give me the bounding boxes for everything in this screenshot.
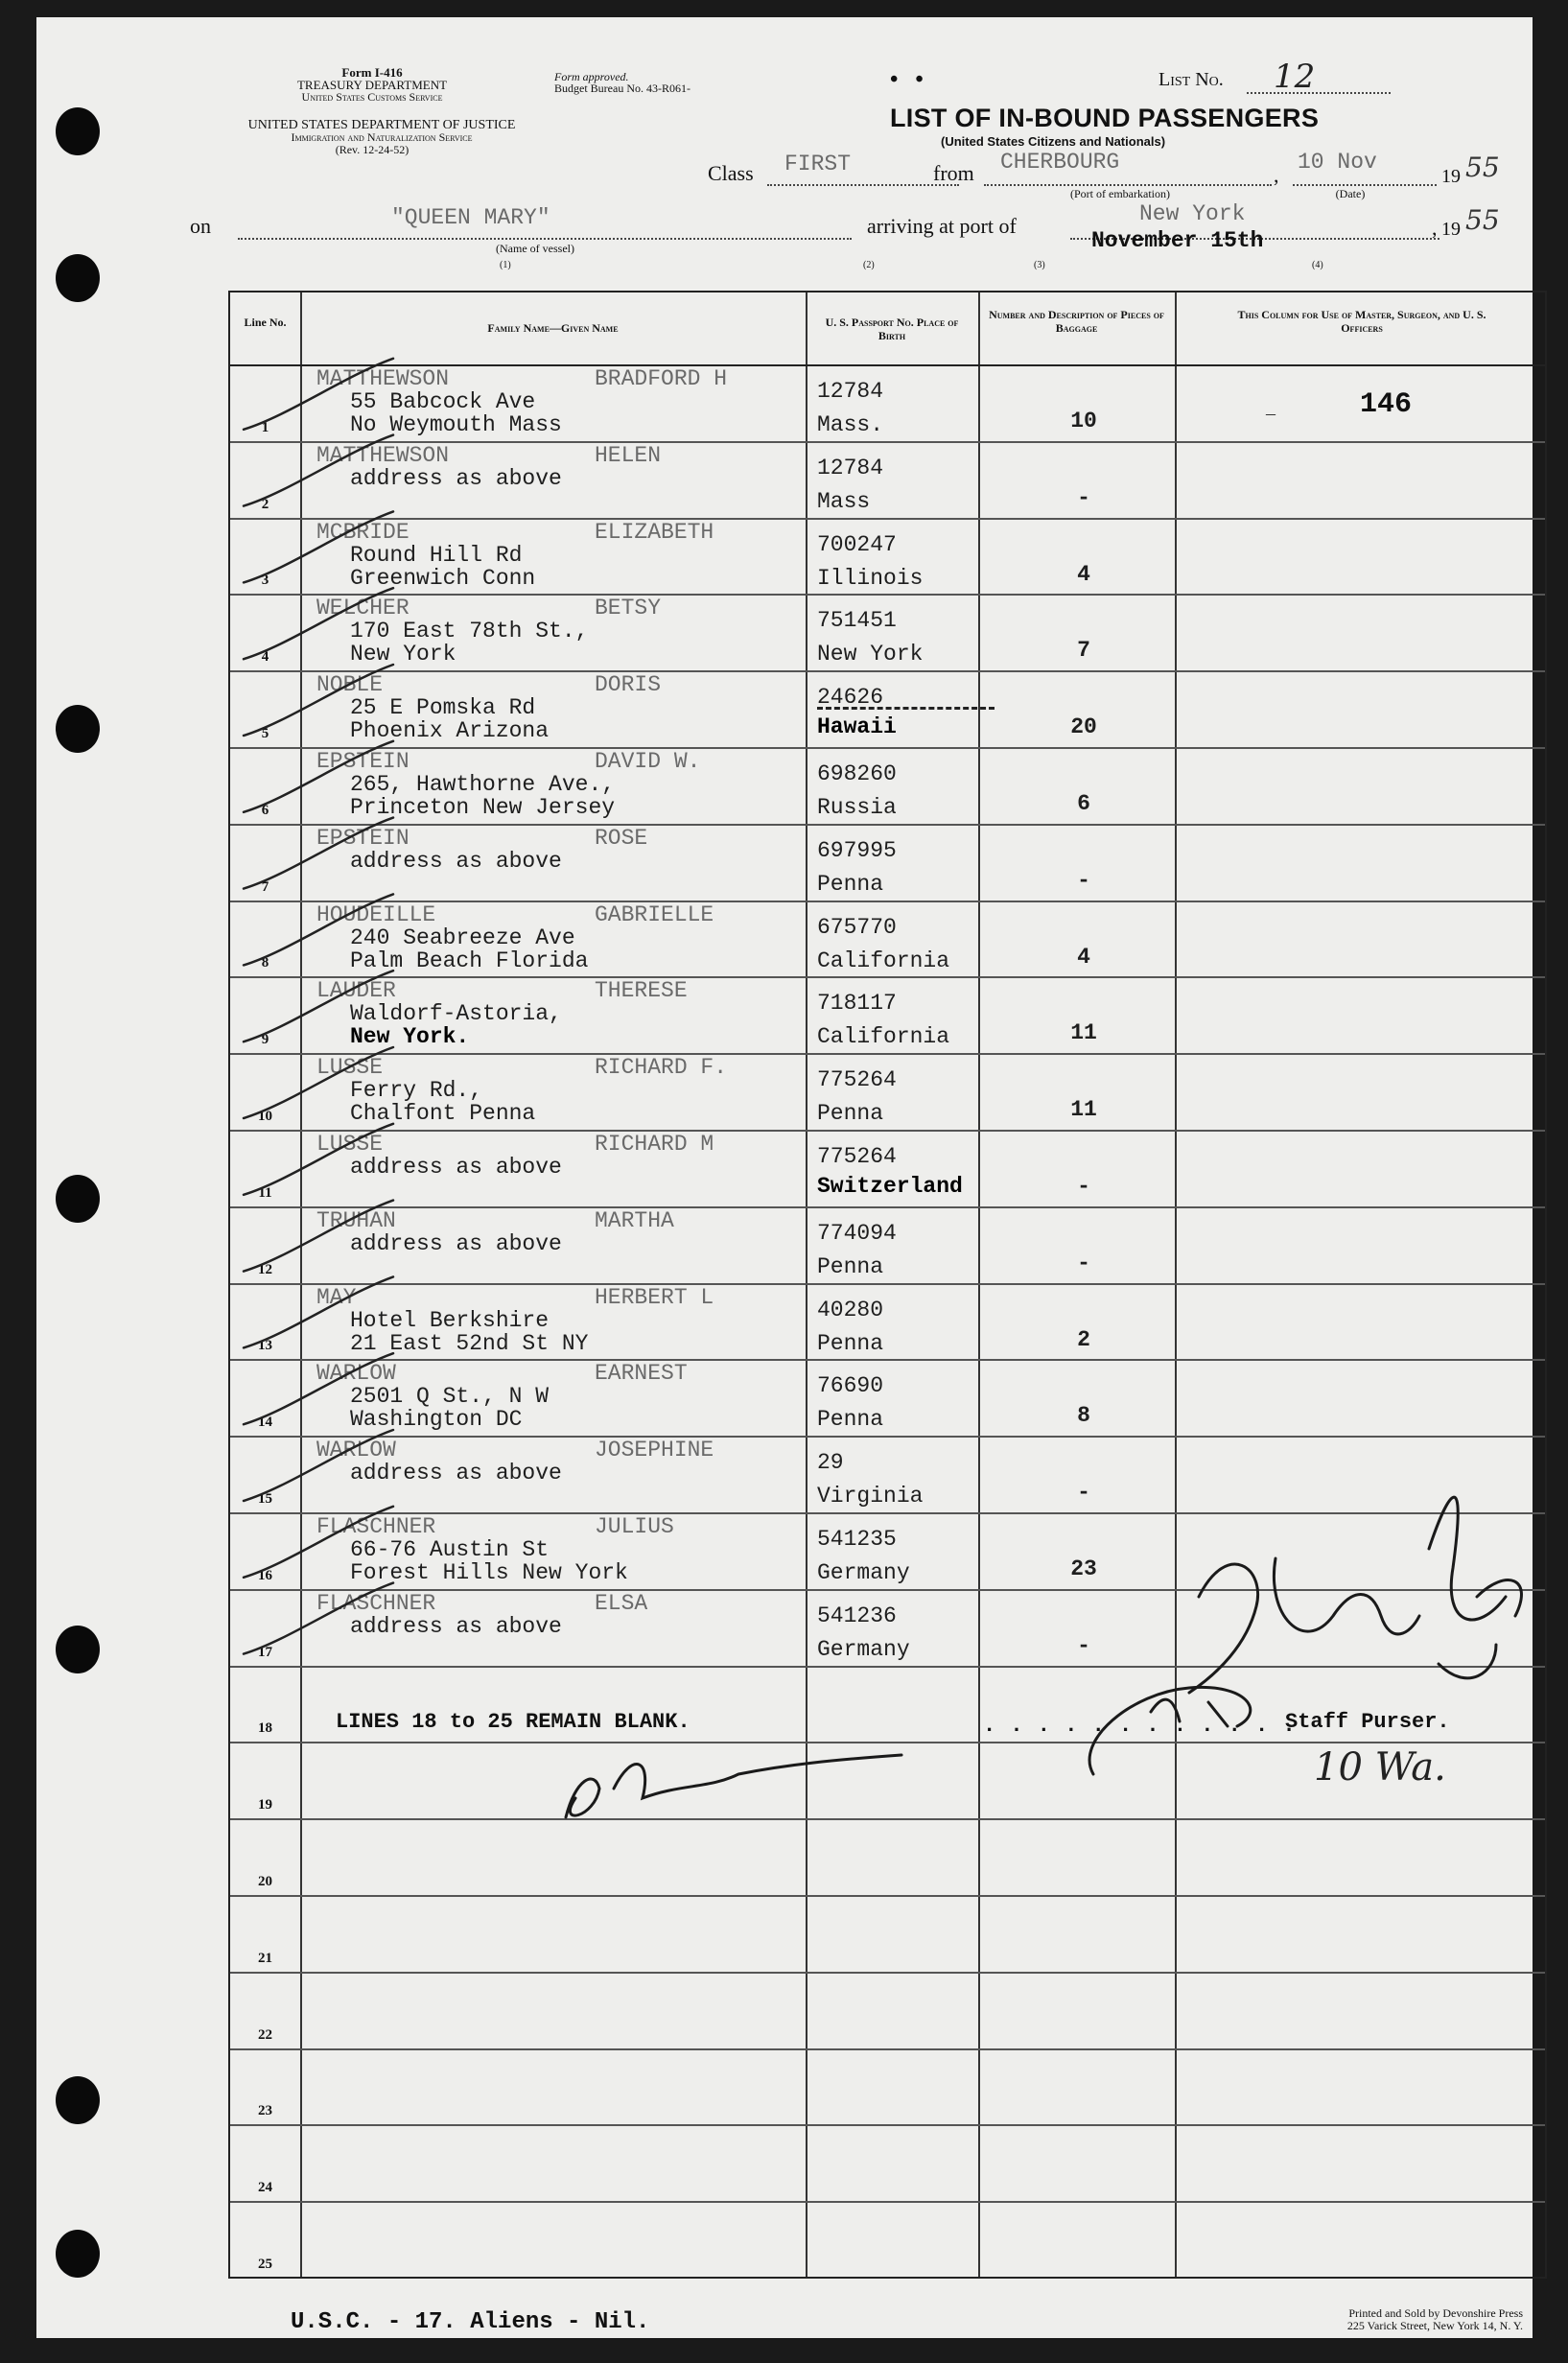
check-mark [244,971,393,1041]
address-line-2: Chalfont Penna [350,1101,536,1126]
address-line-1: 265, Hawthorne Ave., [350,772,616,797]
header-name: Family Name—Given Name [487,321,619,335]
line-number: 10 [258,1109,272,1124]
given-name: THERESE [595,978,688,1003]
given-name: BRADFORD H [595,366,728,391]
check-mark [244,1047,393,1118]
baggage-count: - [1077,1174,1090,1199]
binder-hole [56,2230,100,2278]
family-name: MATTHEWSON [316,443,450,468]
passport-number: 29 [817,1450,844,1475]
family-name: MATTHEWSON [316,366,450,391]
arriving-label: arriving at port of [867,214,1017,238]
given-name: DORIS [595,672,662,697]
passenger-table: Line No. Family Name—Given Name U. S. Passport No. Place of Birth Number and Description of Pieces of Baggage This Column for Use of Master, Surgeon, and U. S. Officers 146 – 1 2 3 4 5 6 7 8 9 10 11 12 13 14 15 16 17 18 19 20 21 22 23 24 25 MATTHEWSON BRADFORD H 55 Babcock Ave No Weymouth Mass 12784 Mass. 10 MATTHEWSON HELEN address as above 12784 Mass - MCBRIDE ELIZABETH Round Hill Rd Greenwich Conn 700247 Illinois 4 WELCHER BETSY 170 East 78th St., New York 751451 New York 7 NOBLE DORIS 25 E Pomska Rd Phoenix Arizona 24626 Hawaii 20 EPSTEIN DAVID W. 265, Hawthorne Ave., Princeton New Jersey 698260 Russia 6 EPSTEIN ROSE address as above 697995 Penna - HOUDEILLE GABRIELLE 240 Seabreeze Ave Palm Beach Florida 675770 California 4 LAUDER THERESE Waldorf-Astoria, New York. 718117 California 11 LUSSE RICHARD F. Ferry Rd., Chalfont Penna 775264 Penna 11 LUSSE RICHARD M address as above 775264 Switzerland - TRUHAN MARTHA address as above 774094 Penna - MAY HERBERT L Hotel Berkshire 21 East 52nd St NY 40280 Penna 2 WARLOW EARNEST 2501 Q St., N W Washington DC 76690 Penna 8 WARLOW JOSEPHINE address as above 29 Virginia - FLASCHNER JULIUS 66-76 Austin St Forest Hills New York 541235 Germany 23 FLASCHNER ELSA address as above 541236 Germany - LINES 18 to 25 REMAIN BLANK. . . . . . . . . . . . . Staff Purser. 10 Wa. [228,291,1547,2279]
baggage-count: 23 [1070,1556,1097,1581]
given-name: ELIZABETH [595,520,714,545]
handwritten-note: 10 Wa. [1314,1745,1446,1790]
page-subtitle: (United States Citizens and Nationals) [941,134,1166,149]
line-number: 2 [261,497,269,512]
baggage-count: 7 [1077,638,1090,663]
line-number: 5 [261,726,269,741]
given-name: RICHARD M [595,1132,714,1157]
place-of-birth: Penna [817,872,884,897]
place-of-birth: Germany [817,1637,910,1662]
passport-number: 541235 [817,1527,897,1552]
class-label: Class [708,161,754,185]
address-line-2: 21 East 52nd St NY [350,1331,589,1356]
address-line-2: New York. [350,1024,470,1049]
line-number: 20 [258,1874,272,1889]
line-number: 25 [258,2257,272,2272]
family-name: HOUDEILLE [316,902,436,927]
address-line-1: 170 East 78th St., [350,619,589,643]
address-line-1: address as above [350,849,562,874]
address-line-1: address as above [350,1231,562,1256]
address-line-2: Phoenix Arizona [350,718,550,743]
address-line-2: Washington DC [350,1407,523,1432]
check-mark [244,1276,393,1347]
address-line-1: 66-76 Austin St [350,1537,550,1562]
address-line-1: Waldorf-Astoria, [350,1001,562,1026]
baggage-count: 11 [1070,1020,1097,1045]
given-name: GABRIELLE [595,902,714,927]
passport-number: 775264 [817,1144,897,1169]
check-mark [244,1353,393,1424]
line-number: 1 [261,420,269,435]
given-name: BETSY [595,596,662,620]
line-number: 16 [258,1568,272,1583]
master-signature [1189,1497,1521,1693]
address-line-1: Ferry Rd., [350,1078,483,1103]
place-of-birth: Penna [817,1331,884,1356]
address-line-1: Round Hill Rd [350,543,523,568]
header-baggage: Number and Description of Pieces of Baggage [989,308,1164,335]
given-name: ELSA [595,1591,648,1616]
family-name: LUSSE [316,1055,384,1080]
passport-number: 76690 [817,1373,884,1398]
page-title: LIST OF IN-BOUND PASSENGERS [890,104,1320,132]
line-number: 3 [261,573,269,588]
printer-line-1: Printed and Sold by Devonshire Press [1348,2306,1523,2320]
revision-label: (Rev. 12-24-52) [335,143,410,156]
line-number: 14 [258,1415,272,1430]
passport-number: 775264 [817,1067,897,1092]
place-of-birth: Switzerland [817,1174,963,1199]
on-label: on [190,214,211,238]
baggage-count: - [1077,485,1090,510]
family-name: EPSTEIN [316,826,410,851]
form-sheet: Form I-416 TREASURY DEPARTMENT United States Customs Service UNITED STATES DEPARTMENT OF JUSTICE Immigration and Naturalization Service (Rev. 12-24-52) Form approved. Budget Bureau No. 43-R061- • • List No. 12 LIST OF IN-BOUND PASSENGERS (United States Citizens and Nationals) Class FIRST from CHERBOURG , 10 Nov 19 55 (Port of embarkation) (Date) on "QUEEN MARY" (Name of vessel) arriving at port of New York November 15th , 19 55 (1) (2) (3) (4) Line No. Family Name—Given Name U. S. Passport No. Place of Birth Number and Description of Pieces of Baggage This Column for Use of Master, Surgeon, and U. S. Officers 146 – 1 2 3 4 5 6 7 8 9 10 11 12 13 14 15 16 17 18 19 20 21 22 23 24 25 MATTHEWSON BRADFORD H 55 Babcock Ave No Weymouth Mass 12784 Mass. 10 MATTHEWSON HELEN address as above 12784 Mass - MCBRIDE ELIZABETH Round Hill Rd Greenwich Conn 700247 Illinois 4 WELCHER BETSY 170 East 78th St., New York 751451 New York 7 NOBLE DORIS 25 E Pomska Rd Phoenix Arizona 24626 Hawaii 20 EPSTEIN DAVID W. 265, Hawthorne Ave., Princeton New Jersey 698260 Russia 6 EPSTEIN ROSE address as above 697995 Penna - HOUDEILLE GABRIELLE 240 Seabreeze Ave Palm Beach Florida 675770 California 4 LAUDER THERESE Waldorf-Astoria, New York. 718117 California 11 LUSSE RICHARD F. Ferry Rd., Chalfont Penna 775264 Penna 11 LUSSE RICHARD M address as above 775264 Switzerland - TRUHAN MARTHA address as above 774094 Penna - MAY HERBERT L Hotel Berkshire 21 East 52nd St NY 40280 Penna 2 WARLOW EARNEST 2501 Q St., N W Washington DC 76690 Penna 8 WARLOW JOSEPHINE address as above 29 Virginia - FLASCHNER JULIUS 66-76 Austin St Forest Hills New York 541235 Germany 23 FLASCHNER ELSA address as above 541236 Germany - LINES 18 to 25 REMAIN BLANK. . . . . . . . . . . . . Staff Purser. 10 Wa. U.S.C. - 17. Aliens - Nil. Printed and Sold by Devonshire Press 225 Varick Street, New York 14, N. Y. [36,17,1533,2338]
line-number: 12 [258,1262,272,1277]
place-of-birth: Mass [817,489,871,514]
check-mark [244,1583,393,1654]
list-no-label: List No. [1158,69,1224,90]
family-name: FLASCHNER [316,1514,436,1539]
treasury-dept: TREASURY DEPARTMENT [296,78,448,92]
given-name: EARNEST [595,1361,688,1386]
baggage-count: - [1077,1480,1090,1505]
place-of-birth: Penna [817,1254,884,1279]
address-line-2: Greenwich Conn [350,566,536,591]
col-3-label: (3) [1034,260,1045,270]
binder-hole [56,1175,100,1223]
line-number: 18 [258,1720,272,1736]
inspector-signature [566,1755,901,1817]
check-mark [244,1124,393,1195]
given-name: MARTHA [595,1208,674,1233]
line-number: 23 [258,2103,272,2118]
place-of-birth: Penna [817,1101,884,1126]
family-name: WARLOW [316,1361,396,1386]
address-line-2: Palm Beach Florida [350,948,589,973]
place-of-birth: Russia [817,795,897,820]
customs-service: United States Customs Service [301,90,443,104]
baggage-count: 4 [1077,562,1090,587]
baggage-count: 20 [1070,714,1097,739]
arrival-year: 55 [1465,204,1500,236]
binder-hole [56,1626,100,1673]
header-officers: This Column for Use of Master, Surgeon, and U. S. Officers [1237,308,1486,335]
family-name: EPSTEIN [316,749,410,774]
check-mark [244,435,393,506]
remain-blank-note: LINES 18 to 25 REMAIN BLANK. [336,1710,690,1734]
baggage-count: 10 [1070,409,1097,433]
check-mark [244,1201,393,1272]
passport-number: 541236 [817,1603,897,1628]
departure-date: 10 Nov [1298,150,1377,175]
check-mark [244,1430,393,1501]
binder-hole [56,254,100,302]
check-mark [244,1507,393,1578]
given-name: HELEN [595,443,662,468]
given-name: ROSE [595,826,648,851]
line-number: 24 [258,2180,272,2195]
list-no-value: 12 [1274,58,1316,96]
line-number: 8 [261,955,269,971]
family-name: FLASCHNER [316,1591,436,1616]
line-number: 17 [258,1645,272,1660]
arrival-date: November 15th [1091,228,1264,253]
baggage-count: 2 [1077,1327,1090,1352]
place-of-birth: Mass. [817,412,884,437]
col-4-label: (4) [1312,260,1323,270]
place-of-birth: California [817,1024,950,1049]
check-mark [244,511,393,582]
place-of-birth: Penna [817,1407,884,1432]
arrival-port: New York [1139,201,1246,226]
col-1-label: (1) [500,260,511,270]
passport-number: 675770 [817,915,897,940]
address-line-1: address as above [350,1461,562,1486]
ins-label: Immigration and Naturalization Service [291,130,473,144]
address-line-1: 2501 Q St., N W [350,1384,550,1409]
class-value: FIRST [784,152,852,176]
place-of-birth: Virginia [817,1484,924,1509]
given-name: DAVID W. [595,749,701,774]
binder-hole [56,2076,100,2124]
address-line-1: 55 Babcock Ave [350,389,536,414]
passport-number: 40280 [817,1298,884,1322]
vessel-value: "QUEEN MARY" [391,205,550,230]
address-line-2: No Weymouth Mass [350,412,562,437]
address-line-1: address as above [350,1155,562,1180]
family-name: TRUHAN [316,1208,396,1233]
signature-marks [230,292,1549,2281]
baggage-count: 4 [1077,945,1090,970]
place-of-birth: New York [817,642,924,667]
arrival-year-prefix: 19 [1441,219,1461,240]
purser-signature-initials [1089,1687,1251,1774]
address-line-2: Forest Hills New York [350,1560,628,1585]
check-mark [244,894,393,965]
doj-label: UNITED STATES DEPARTMENT OF JUSTICE [247,118,516,132]
staff-purser: Staff Purser. [1285,1710,1450,1734]
line-number: 19 [258,1797,272,1813]
given-name: RICHARD F. [595,1055,728,1080]
line-number: 13 [258,1338,272,1353]
printer-line-2: 225 Varick Street, New York 14, N. Y. [1346,2319,1523,2332]
baggage-count: - [1077,868,1090,893]
place-of-birth: Illinois [817,566,924,591]
family-name: WELCHER [316,596,410,620]
line-number: 21 [258,1951,272,1966]
passport-number: 700247 [817,532,897,557]
line-number: 15 [258,1491,272,1507]
passport-number: 774094 [817,1221,897,1246]
binder-hole [56,107,100,155]
line-number: 7 [261,879,269,895]
port-caption: (Port of embarkation) [1070,187,1170,200]
baggage-count: 6 [1077,791,1090,816]
address-line-1: 25 E Pomska Rd [350,695,536,720]
address-line-1: address as above [350,466,562,491]
address-line-1: address as above [350,1614,562,1639]
place-of-birth: California [817,948,950,973]
baggage-count: - [1077,1251,1090,1275]
year-value: 55 [1465,152,1500,183]
passport-number: 718117 [817,991,897,1016]
check-mark [244,588,393,659]
passport-number: 12784 [817,456,884,480]
address-line-2: New York [350,642,456,667]
address-line-1: Hotel Berkshire [350,1308,550,1333]
check-mark [244,818,393,889]
line-number: 11 [258,1185,272,1201]
officer-note: 146 [1360,388,1413,421]
col-2-label: (2) [863,260,875,270]
line-number: 9 [261,1032,269,1047]
passport-number: 751451 [817,608,897,633]
line-number: 4 [261,649,269,665]
family-name: WARLOW [316,1438,396,1462]
form-number: Form I-416 [341,65,403,80]
baggage-count: - [1077,1633,1090,1658]
passport-number: 24626 [817,685,884,710]
family-name: LAUDER [316,978,396,1003]
check-mark [244,665,393,736]
vessel-caption: (Name of vessel) [496,242,574,255]
place-of-birth: Germany [817,1560,910,1585]
given-name: JOSEPHINE [595,1438,714,1462]
from-value: CHERBOURG [1000,150,1120,175]
form-approved: Form approved. [554,70,629,83]
baggage-count: 11 [1070,1097,1097,1122]
budget-bureau: Budget Bureau No. 43-R061- [554,82,690,95]
check-mark [244,359,393,430]
address-line-1: 240 Seabreeze Ave [350,925,575,950]
header-line-no: Line No. [244,316,287,329]
header-passport: U. S. Passport No. Place of Birth [825,316,959,342]
passport-number: 697995 [817,838,897,863]
passport-number: 698260 [817,761,897,786]
footer-note: U.S.C. - 17. Aliens - Nil. [291,2309,650,2335]
family-name: MAY [316,1285,357,1310]
baggage-count: 8 [1077,1403,1090,1428]
place-of-birth: Hawaii [817,714,897,739]
check-mark [244,741,393,812]
date-caption: (Date) [1335,187,1366,200]
year-prefix: 19 [1441,166,1461,187]
family-name: MCBRIDE [316,520,410,545]
address-line-2: Princeton New Jersey [350,795,616,820]
passport-number: 12784 [817,379,884,404]
dot-mark: • • [890,67,924,92]
family-name: LUSSE [316,1132,384,1157]
from-label: from [933,161,974,185]
family-name: NOBLE [316,672,384,697]
given-name: JULIUS [595,1514,674,1539]
line-number: 22 [258,2027,272,2043]
binder-hole [56,705,100,753]
line-number: 6 [261,803,269,818]
given-name: HERBERT L [595,1285,714,1310]
